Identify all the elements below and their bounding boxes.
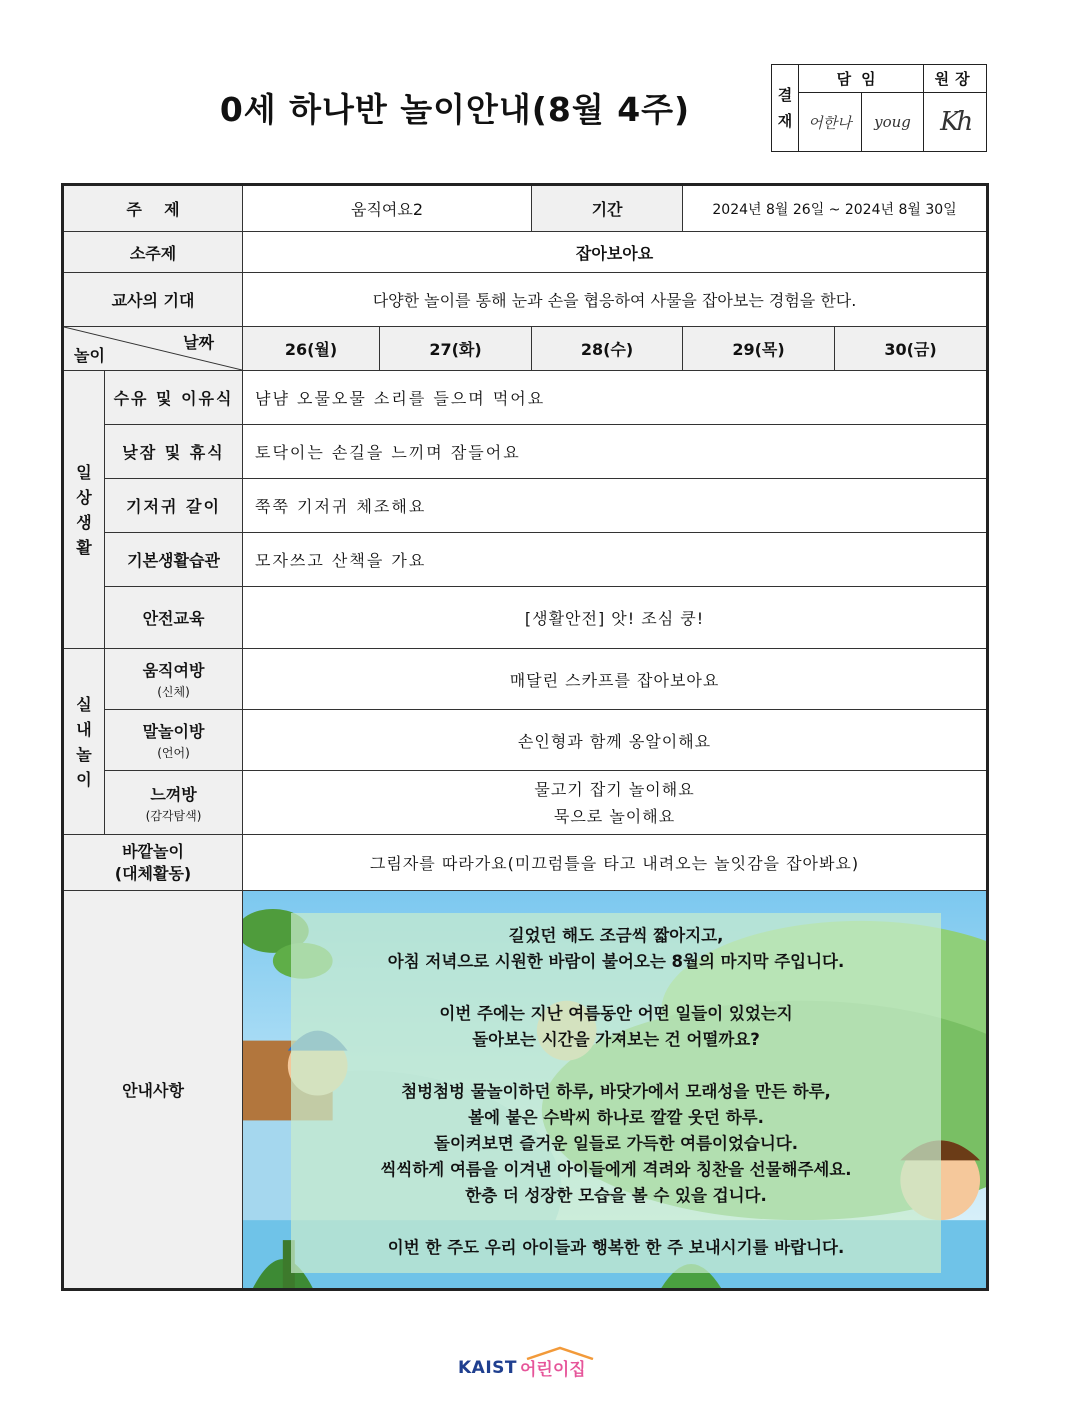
date-play-header (63, 327, 243, 371)
sensory-room-title: 느껴방 (150, 784, 197, 804)
notice-cell (243, 891, 988, 1290)
date-label: 날짜 (183, 333, 215, 352)
sensory-room-value (243, 771, 988, 835)
approval-box (771, 64, 987, 152)
day-header: 28(수) (532, 327, 683, 371)
sensory-line: 묵으로 놀이해요 (553, 806, 676, 826)
notice-line (291, 975, 941, 1001)
signature-2: youg (861, 93, 924, 152)
language-room-sub: (언어) (157, 746, 190, 760)
house-roof-icon (525, 1346, 595, 1360)
notice-line: 첨벙첨벙 물놀이하던 하루, 바닷가에서 모래성을 만든 하루, (401, 1082, 831, 1101)
habit-value: 모자쓰고 산책을 가요 (243, 533, 988, 587)
play-label: 놀이 (74, 346, 105, 365)
notice-line: 씩씩하게 여름을 이겨낸 아이들에게 격려와 칭찬을 선물해주세요. (380, 1160, 852, 1179)
movement-room-label (105, 649, 243, 710)
notice-line: 아침 저녁으로 시원한 바람이 불어오는 8월의 마지막 주입니다. (387, 952, 845, 971)
logo-brand: KAIST (458, 1358, 517, 1378)
approval-homeroom-label: 담임 (799, 65, 924, 93)
nap-label: 낮잠 및 휴식 (105, 425, 243, 479)
page-title: 0세 하나반 놀이안내(8월 4주) (219, 90, 691, 129)
notice-line: 길었던 해도 조금씩 짧아지고, (508, 926, 724, 945)
daily-life-char: 상 (76, 487, 92, 507)
diaper-label: 기저귀 갈이 (105, 479, 243, 533)
safety-value: [생활안전] 앗! 조심 쿵! (243, 587, 988, 649)
day-header: 29(목) (683, 327, 835, 371)
expectation-label: 교사의 기대 (63, 273, 243, 327)
period-label: 기간 (532, 185, 683, 232)
notice-line: 이번 주에는 지난 여름동안 어떤 일들이 있었는지 (439, 1004, 793, 1023)
outdoor-value: 그림자를 따라가요(미끄럼틀을 타고 내려오는 놀잇감을 잡아봐요) (243, 835, 988, 891)
sensory-room-sub: (감각탐색) (145, 808, 202, 823)
movement-room-sub: (신체) (157, 685, 190, 699)
daily-life-char: 생 (76, 512, 92, 532)
sensory-line: 물고기 잡기 놀이해요 (534, 779, 695, 799)
day-header: 26(월) (243, 327, 380, 371)
nap-value: 토닥이는 손길을 느끼며 잠들어요 (243, 425, 988, 479)
expectation-value: 다양한 놀이를 통해 눈과 손을 협응하여 사물을 잡아보는 경험을 한다. (243, 273, 988, 327)
outdoor-label (63, 835, 243, 891)
movement-room-value: 매달린 스카프를 잡아보아요 (243, 649, 988, 710)
outdoor-label-1: 바깥놀이 (122, 841, 184, 861)
language-room-value: 손인형과 함께 옹알이해요 (243, 710, 988, 771)
indoor-char: 실 (76, 694, 92, 714)
kaist-daycare-logo (455, 1346, 635, 1384)
theme-value: 움직여요2 (243, 185, 532, 232)
notice-line: 볼에 붙은 수박씨 하나로 깔깔 웃던 하루. (468, 1108, 764, 1127)
indoor-char: 내 (76, 719, 92, 739)
notice-label: 안내사항 (63, 891, 243, 1290)
sensory-room-label (105, 771, 243, 835)
movement-room-title: 움직여방 (142, 661, 205, 680)
notice-line: 돌이켜보면 즐거운 일들로 가득한 여름이었습니다. (434, 1134, 798, 1153)
notice-line (291, 1209, 941, 1235)
indoor-char: 이 (76, 769, 92, 789)
approval-kyeol-label: 결 (777, 86, 793, 104)
theme-label: 주 제 (63, 185, 243, 232)
signature-1: 어한나 (799, 93, 862, 152)
indoor-char: 놀 (76, 744, 92, 764)
diaper-value: 쭉쭉 기저귀 체조해요 (243, 479, 988, 533)
language-room-title: 말놀이방 (142, 722, 205, 741)
habit-label: 기본생활습관 (105, 533, 243, 587)
weekly-plan-table (61, 183, 989, 1291)
notice-line: 한층 더 성장한 모습을 볼 수 있을 겁니다. (465, 1186, 767, 1205)
notice-line: 이번 한 주도 우리 아이들과 행복한 한 주 보내시기를 바랍니다. (387, 1238, 845, 1257)
period-value: 2024년 8월 26일 ~ 2024년 8월 30일 (683, 185, 988, 232)
subtopic-value: 잡아보아요 (243, 232, 988, 273)
outdoor-label-2: (대체활동) (114, 863, 192, 883)
notice-text-box (291, 913, 941, 1273)
subtopic-label: 소주제 (63, 232, 243, 273)
day-header: 30(금) (835, 327, 988, 371)
daily-life-char: 활 (76, 537, 92, 557)
logo-text: 어린이집 (520, 1360, 586, 1380)
approval-director-label: 원장 (924, 65, 987, 93)
approval-jae-label: 재 (777, 112, 793, 130)
daily-life-label (63, 371, 105, 649)
signature-3: Kh (924, 93, 987, 152)
feeding-label: 수유 및 이유식 (105, 371, 243, 425)
indoor-play-label (63, 649, 105, 835)
feeding-value: 냠냠 오물오물 소리를 들으며 먹어요 (243, 371, 988, 425)
daily-life-char: 일 (76, 462, 92, 482)
approval-kyeol-jae (772, 65, 799, 152)
safety-label: 안전교육 (105, 587, 243, 649)
language-room-label (105, 710, 243, 771)
notice-line (291, 1053, 941, 1079)
day-header: 27(화) (380, 327, 532, 371)
notice-line: 돌아보는 시간을 가져보는 건 어떨까요? (472, 1030, 760, 1049)
